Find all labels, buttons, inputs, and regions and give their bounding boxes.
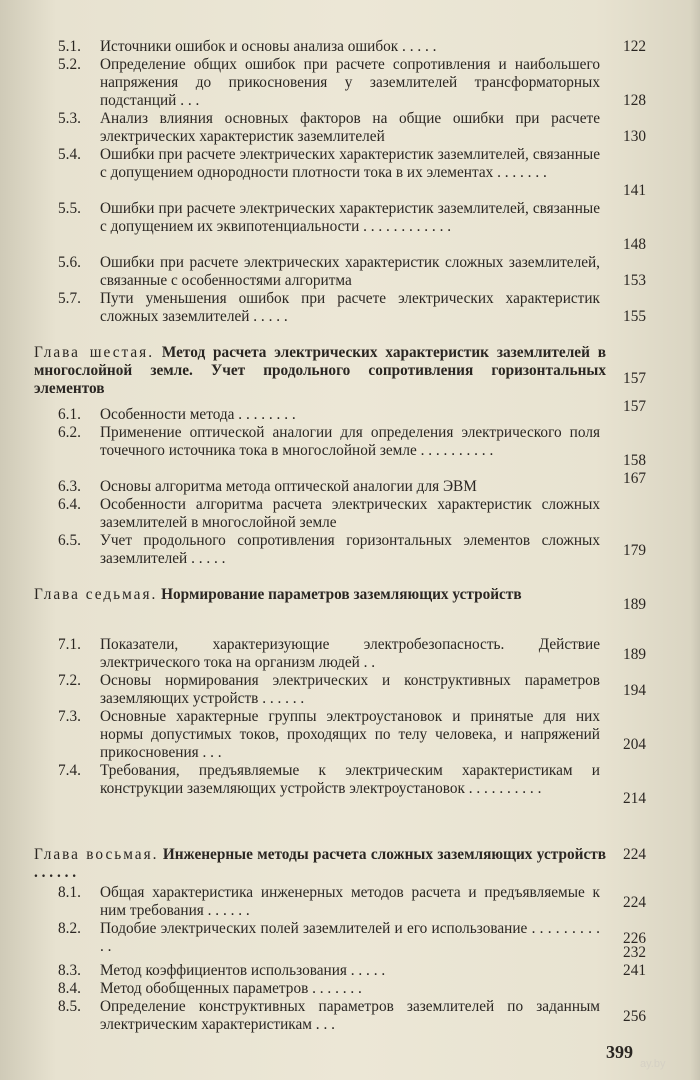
section-title: Основы нормирования электрических и конструктивных параметров заземляющих устройств . . . . . .: [100, 672, 600, 707]
section-title: Ошибки при расчете электрических характеристик заземлителей, связанные с допущением их эквипотенциальности . . . . . . . . . . . .: [100, 200, 600, 235]
section-number: 6.1.: [58, 406, 81, 423]
section-number: 8.2.: [58, 920, 81, 937]
section-title: Анализ влияния основных факторов на общие ошибки при расчете электрических характеристик заземлителей: [100, 110, 600, 145]
toc-entry: [0, 110, 700, 146]
page-ref: 179: [623, 542, 646, 559]
section-number: 5.2.: [58, 56, 81, 73]
page-ref: 157: [623, 398, 646, 415]
page-ref: 157: [623, 370, 646, 387]
toc-entry: [0, 672, 700, 708]
page-ref: 130: [623, 128, 646, 145]
section-number: 5.4.: [58, 146, 81, 163]
section-title: Основные характерные группы электроустановок и принятые для них нормы допустимых токов, проходящих по телу человека, и напряжений прикосновения . . .: [100, 708, 600, 761]
page-ref: 232: [623, 944, 646, 961]
section-title: Показатели, характеризующие электробезопасность. Действие электрического тока на организм людей . .: [100, 636, 600, 671]
page-number: 399: [606, 1042, 633, 1062]
section-number: 5.1.: [58, 38, 81, 55]
chapter-heading: [34, 344, 606, 398]
page-ref: 256: [623, 1008, 646, 1025]
section-title: Общая характеристика инженерных методов расчета и предъявляемые к ним требования . . . . . .: [100, 884, 600, 919]
page-ref: 128: [623, 92, 646, 109]
page-ref: 167: [623, 470, 646, 487]
toc-chapter: [0, 846, 700, 882]
section-title: Определение общих ошибок при расчете сопротивления и наибольшего напряжения до прикосновения у заземлителей трансформаторных подстанций . . .: [100, 56, 600, 109]
page-ref: 189: [623, 596, 646, 613]
section-title: Ошибки при расчете электрических характеристик заземлителей, связанные с допущением однородности плотности тока в их элементах . . . . . . .: [100, 146, 600, 181]
section-number: 6.4.: [58, 496, 81, 513]
page-ref: 241: [623, 962, 646, 979]
section-number: 8.5.: [58, 998, 81, 1015]
toc-entry: [0, 38, 700, 56]
section-number: 5.6.: [58, 254, 81, 271]
toc-chapter: [0, 586, 700, 622]
page-ref: 189: [623, 646, 646, 663]
section-number: 5.5.: [58, 200, 81, 217]
toc-entry: [0, 884, 700, 920]
page-ref: 153: [623, 272, 646, 289]
toc-entry: [0, 708, 700, 762]
toc-entry: [0, 200, 700, 254]
section-title: Метод коэффициентов использования . . . . .: [100, 962, 386, 979]
section-number: 7.4.: [58, 762, 81, 779]
toc-entry: [0, 290, 700, 326]
chapter-title: Метод расчета электрических характеристик заземлителей в многослойной земле. Учет продольного сопротивления горизонтальных элементов: [34, 344, 606, 397]
toc-entry: [0, 56, 700, 110]
section-title: Основы алгоритма метода оптической аналогии для ЭВМ: [100, 478, 477, 495]
page-edge-shadow: [690, 0, 700, 1080]
section-title: Особенности алгоритма расчета электрических характеристик сложных заземлителей в многослойной земле: [100, 496, 600, 531]
toc-entry: [0, 146, 700, 200]
section-number: 7.2.: [58, 672, 81, 689]
page-ref: 158: [623, 452, 646, 469]
section-number: 7.3.: [58, 708, 81, 725]
page-ref: 148: [623, 236, 646, 253]
section-number: 7.1.: [58, 636, 81, 653]
section-title: Ошибки при расчете электрических характеристик сложных заземлителей, связанные с особенностями алгоритма: [100, 254, 600, 289]
section-title: Метод обобщенных параметров . . . . . . .: [100, 980, 362, 997]
section-title: Определение конструктивных параметров заземлителей по заданным электрическим характеристикам . . .: [100, 998, 600, 1033]
page-ref: 141: [623, 182, 646, 199]
toc-entry: [0, 496, 700, 532]
chapter-title: Нормирование параметров заземляющих устройств: [161, 586, 522, 603]
toc-entry: [0, 532, 700, 568]
section-number: 5.3.: [58, 110, 81, 127]
page-ref: 194: [623, 682, 646, 699]
section-number: 8.4.: [58, 980, 81, 997]
chapter-heading: [34, 586, 606, 604]
section-number: 6.3.: [58, 478, 81, 495]
page-ref: 155: [623, 308, 646, 325]
page-ref: 224: [623, 894, 646, 911]
section-title: Источники ошибок и основы анализа ошибок . . . . .: [100, 38, 437, 55]
toc-entry: [0, 962, 700, 980]
toc-entry: [0, 762, 700, 816]
section-title: Пути уменьшения ошибок при расчете электрических характеристик сложных заземлителей . . . . .: [100, 290, 600, 325]
chapter-label: Глава седьмая.: [34, 586, 158, 603]
section-title: Учет продольного сопротивления горизонтальных элементов сложных заземлителей . . . . .: [100, 532, 600, 567]
toc-entry: [0, 398, 700, 424]
section-title: Применение оптической аналогии для определения электрического поля точечного источника тока в многослойной земле . . . . . . . . . .: [100, 424, 600, 459]
section-title: Особенности метода . . . . . . . .: [100, 406, 296, 423]
watermark: ay.by: [640, 1058, 666, 1070]
toc-entry: [0, 254, 700, 290]
page-ref: 214: [623, 790, 646, 807]
toc-entry: [0, 998, 700, 1034]
chapter-label: Глава восьмая.: [34, 846, 159, 863]
toc-entry: [0, 470, 700, 496]
section-number: 5.7.: [58, 290, 81, 307]
section-number: 6.5.: [58, 532, 81, 549]
chapter-title: Инженерные методы расчета сложных заземляющих устройств . . . . . .: [34, 846, 607, 881]
toc-entry: [0, 636, 700, 672]
page-ref: 226: [623, 930, 646, 947]
toc-entry: [0, 944, 700, 962]
page-ref: 204: [623, 736, 646, 753]
page-ref: 122: [623, 38, 646, 55]
toc-chapter: [0, 344, 700, 398]
section-number: 6.2.: [58, 424, 81, 441]
chapter-label: Глава шестая.: [34, 344, 155, 361]
section-title: Требования, предъявляемые к электрическим характеристикам и конструкции заземляющих устройств электроустановок . . . . . . . . . .: [100, 762, 600, 797]
section-number: 8.1.: [58, 884, 81, 901]
section-number: 8.3.: [58, 962, 81, 979]
toc-entry: [0, 424, 700, 478]
toc-entry: [0, 980, 700, 998]
page-ref: 224: [623, 846, 646, 863]
section-title: Подобие электрических полей заземлителей и его использование . . . . . . . . . . .: [100, 920, 600, 955]
chapter-heading: [34, 846, 606, 882]
